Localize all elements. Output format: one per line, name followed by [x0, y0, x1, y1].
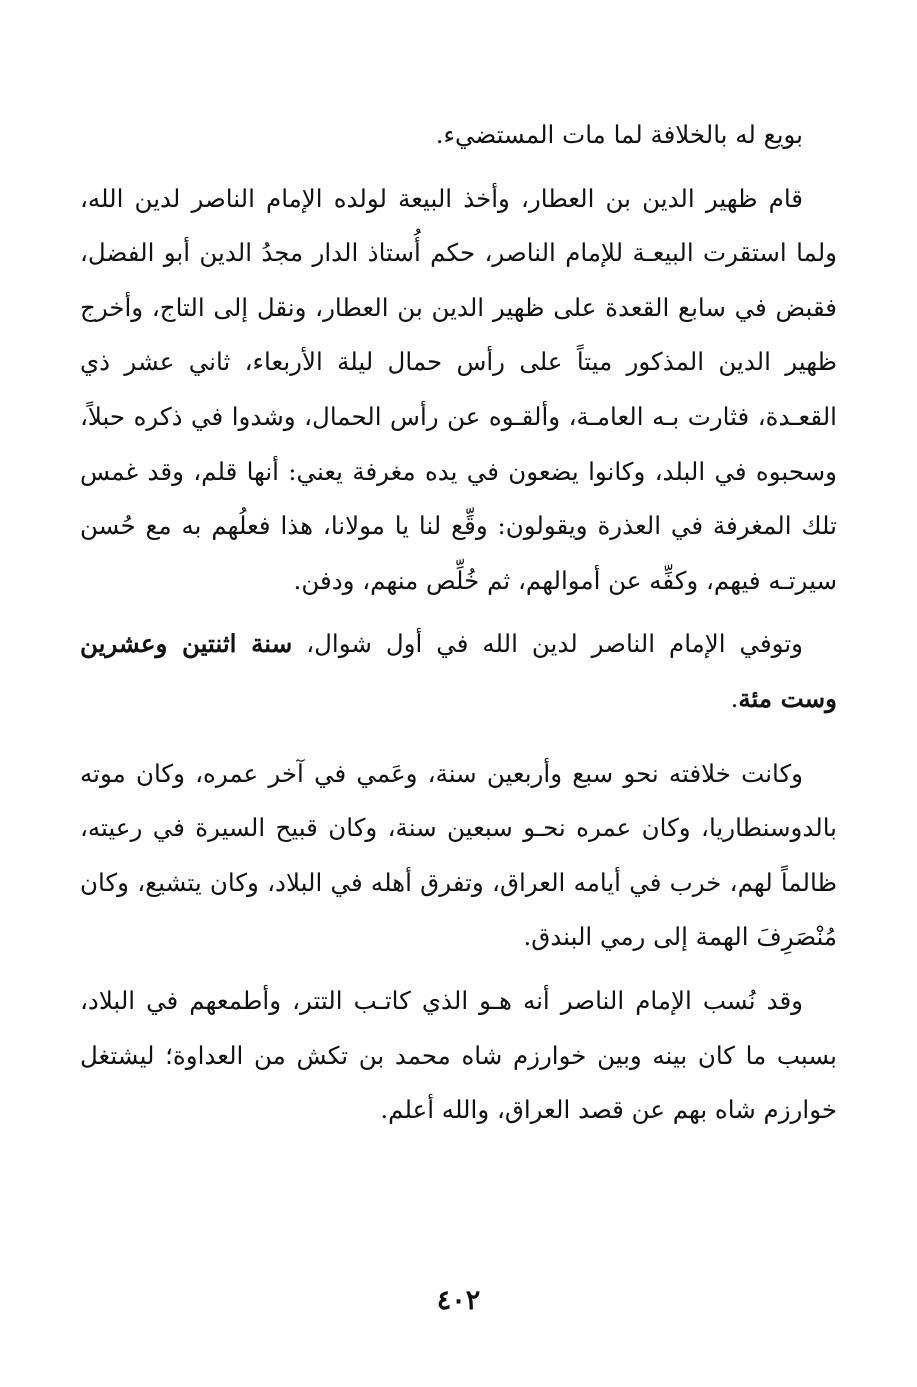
paragraph-2: قام ظهير الدين بن العطار، وأخذ البيعة لولده الإمام الناصر لدين الله، ولما استقرت البيعـة للإمام الناصر، حكم أُستاذ الدار مجدُ الدين أبو الفضل، فقبض في سابع القعدة على ظهير الدين بن العطار، ونقل إلى التاج، وأخرج ظهير الدين المذكور ميتاً على رأس حمال ليلة الأربعاء، ثاني عشر ذي القعـدة، فثارت بـه العامـة، وألقـوه عن رأس الحمال، وشدوا في ذكره حبلاً، وسحبوه في البلد، وكانوا يضعون في يده مغرفة يعني: أنها قلم، وقد غمس تلك المغرفة في العذرة ويقولون: وقِّع لنا يا مولانا، هذا فعلُهم به مع حُسن سيرتـه فيهم، وكفِّه عن أموالهم، ثم خُلِّص منهم، ودفن. — [80, 183, 838, 595]
paragraph-3-text: وتوفي الإمام الناصر لدين الله في أول شوال، — [292, 629, 803, 659]
paragraph-3-end: . — [730, 683, 739, 713]
body-text — [80, 108, 837, 1138]
death-date-bold: سنة اثنتين وعشرين وست مئة — [80, 629, 837, 713]
paragraph-5: وقد نُسب الإمام الناصر أنه هـو الذي كاتـب التتر، وأطمعهم في البلاد، بسبب ما كان بينه وبين خوارزم شاه محمد بن تكش من العداوة؛ ليشتغل خوارزم شاه بهم عن قصد العراق، والله أعلم. — [80, 985, 837, 1125]
paragraph-1: بويع له بالخلافة لما مات المستضيء. — [435, 120, 803, 149]
paragraph-3 — [80, 617, 837, 726]
paragraph-4: وكانت خلافته نحو سبع وأربعين سنة، وعَمي في آخر عمره، وكان موته بالدوسنطاريا، وكان عمره نحـو سبعين سنة، وكان قبيح السيرة في رعيته، ظالماً لهم، خرب في أيامه العراق، وتفرق أهله في البلاد، وكان يتشيع، وكان مُنْصَرِفَ الهمة إلى رمي البندق. — [80, 758, 837, 952]
page-number: ٤٠٢ — [436, 1285, 481, 1316]
